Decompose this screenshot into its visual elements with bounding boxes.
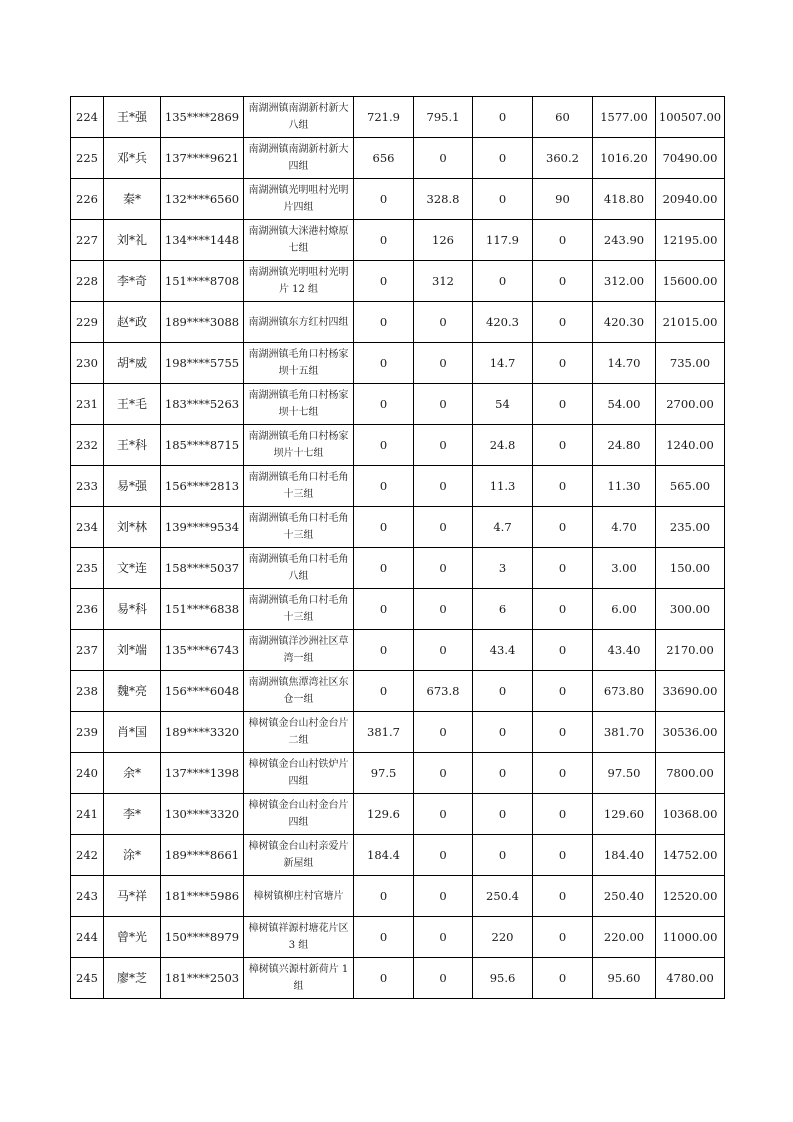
total-cell: 1577.00 xyxy=(593,97,656,138)
value-col-1-cell: 0 xyxy=(354,220,414,261)
address-cell: 樟树镇金台山村金台片二组 xyxy=(244,712,354,753)
row-number-cell: 226 xyxy=(71,179,104,220)
amount-cell: 7800.00 xyxy=(656,753,725,794)
row-number-cell: 227 xyxy=(71,220,104,261)
name-cell: 余* xyxy=(104,753,161,794)
address-cell: 南湖洲镇南湖新村新大四组 xyxy=(244,138,354,179)
value-col-4-cell: 0 xyxy=(533,220,593,261)
address-cell: 樟树镇祥源村塘花片区 3 组 xyxy=(244,917,354,958)
phone-cell: 189****8661 xyxy=(161,835,244,876)
value-col-2-cell: 0 xyxy=(414,958,473,999)
table-row xyxy=(71,97,725,138)
value-col-4-cell: 60 xyxy=(533,97,593,138)
total-cell: 24.80 xyxy=(593,425,656,466)
table-row xyxy=(71,548,725,589)
name-cell: 王*毛 xyxy=(104,384,161,425)
phone-cell: 185****8715 xyxy=(161,425,244,466)
table-row xyxy=(71,302,725,343)
value-col-3-cell: 11.3 xyxy=(473,466,533,507)
value-col-1-cell: 0 xyxy=(354,548,414,589)
value-col-3-cell: 0 xyxy=(473,138,533,179)
name-cell: 邓*兵 xyxy=(104,138,161,179)
value-col-2-cell: 0 xyxy=(414,753,473,794)
name-cell: 李* xyxy=(104,794,161,835)
value-col-2-cell: 0 xyxy=(414,343,473,384)
address-cell: 南湖洲镇南湖新村新大八组 xyxy=(244,97,354,138)
total-cell: 43.40 xyxy=(593,630,656,671)
address-cell: 南湖洲镇毛角口村杨家坝十七组 xyxy=(244,384,354,425)
amount-cell: 735.00 xyxy=(656,343,725,384)
table-row xyxy=(71,343,725,384)
phone-cell: 135****2869 xyxy=(161,97,244,138)
value-col-3-cell: 220 xyxy=(473,917,533,958)
total-cell: 1016.20 xyxy=(593,138,656,179)
name-cell: 李*奇 xyxy=(104,261,161,302)
value-col-2-cell: 312 xyxy=(414,261,473,302)
value-col-1-cell: 0 xyxy=(354,343,414,384)
value-col-1-cell: 129.6 xyxy=(354,794,414,835)
table-row xyxy=(71,384,725,425)
amount-cell: 1240.00 xyxy=(656,425,725,466)
phone-cell: 189****3320 xyxy=(161,712,244,753)
value-col-2-cell: 0 xyxy=(414,876,473,917)
name-cell: 马*祥 xyxy=(104,876,161,917)
name-cell: 廖*芝 xyxy=(104,958,161,999)
value-col-3-cell: 0 xyxy=(473,753,533,794)
value-col-1-cell: 0 xyxy=(354,876,414,917)
amount-cell: 15600.00 xyxy=(656,261,725,302)
amount-cell: 21015.00 xyxy=(656,302,725,343)
phone-cell: 181****5986 xyxy=(161,876,244,917)
table-row xyxy=(71,958,725,999)
value-col-2-cell: 0 xyxy=(414,835,473,876)
table-row xyxy=(71,507,725,548)
value-col-2-cell: 126 xyxy=(414,220,473,261)
value-col-2-cell: 0 xyxy=(414,507,473,548)
value-col-1-cell: 97.5 xyxy=(354,753,414,794)
row-number-cell: 229 xyxy=(71,302,104,343)
address-cell: 南湖洲镇焦潭湾社区东仓一组 xyxy=(244,671,354,712)
value-col-1-cell: 381.7 xyxy=(354,712,414,753)
total-cell: 11.30 xyxy=(593,466,656,507)
amount-cell: 10368.00 xyxy=(656,794,725,835)
total-cell: 129.60 xyxy=(593,794,656,835)
row-number-cell: 238 xyxy=(71,671,104,712)
value-col-3-cell: 4.7 xyxy=(473,507,533,548)
amount-cell: 70490.00 xyxy=(656,138,725,179)
value-col-2-cell: 328.8 xyxy=(414,179,473,220)
address-cell: 樟树镇兴源村新荷片 1 组 xyxy=(244,958,354,999)
value-col-4-cell: 0 xyxy=(533,876,593,917)
name-cell: 易*强 xyxy=(104,466,161,507)
address-cell: 南湖洲镇毛角口村毛角十三组 xyxy=(244,589,354,630)
value-col-1-cell: 0 xyxy=(354,507,414,548)
table-row xyxy=(71,753,725,794)
table-row xyxy=(71,261,725,302)
phone-cell: 181****2503 xyxy=(161,958,244,999)
value-col-1-cell: 0 xyxy=(354,425,414,466)
value-col-1-cell: 0 xyxy=(354,302,414,343)
table-row xyxy=(71,630,725,671)
phone-cell: 151****8708 xyxy=(161,261,244,302)
address-cell: 南湖洲镇毛角口村毛角十三组 xyxy=(244,466,354,507)
phone-cell: 156****2813 xyxy=(161,466,244,507)
name-cell: 易*科 xyxy=(104,589,161,630)
name-cell: 刘*端 xyxy=(104,630,161,671)
name-cell: 王*强 xyxy=(104,97,161,138)
document-page xyxy=(70,96,724,999)
value-col-4-cell: 0 xyxy=(533,548,593,589)
name-cell: 魏*亮 xyxy=(104,671,161,712)
value-col-3-cell: 420.3 xyxy=(473,302,533,343)
value-col-2-cell: 0 xyxy=(414,712,473,753)
value-col-1-cell: 721.9 xyxy=(354,97,414,138)
amount-cell: 12520.00 xyxy=(656,876,725,917)
address-cell: 南湖洲镇毛角口村杨家坝片十七组 xyxy=(244,425,354,466)
value-col-1-cell: 0 xyxy=(354,958,414,999)
value-col-2-cell: 673.8 xyxy=(414,671,473,712)
value-col-3-cell: 250.4 xyxy=(473,876,533,917)
row-number-cell: 243 xyxy=(71,876,104,917)
total-cell: 3.00 xyxy=(593,548,656,589)
table-row xyxy=(71,425,725,466)
value-col-4-cell: 0 xyxy=(533,466,593,507)
phone-cell: 139****9534 xyxy=(161,507,244,548)
value-col-4-cell: 0 xyxy=(533,835,593,876)
phone-cell: 156****6048 xyxy=(161,671,244,712)
amount-cell: 150.00 xyxy=(656,548,725,589)
row-number-cell: 237 xyxy=(71,630,104,671)
address-cell: 樟树镇金台山村亲爱片新屋组 xyxy=(244,835,354,876)
phone-cell: 135****6743 xyxy=(161,630,244,671)
total-cell: 4.70 xyxy=(593,507,656,548)
value-col-4-cell: 0 xyxy=(533,917,593,958)
value-col-1-cell: 656 xyxy=(354,138,414,179)
value-col-2-cell: 795.1 xyxy=(414,97,473,138)
total-cell: 6.00 xyxy=(593,589,656,630)
value-col-1-cell: 0 xyxy=(354,630,414,671)
amount-cell: 30536.00 xyxy=(656,712,725,753)
row-number-cell: 245 xyxy=(71,958,104,999)
address-cell: 樟树镇金台山村铁炉片四组 xyxy=(244,753,354,794)
row-number-cell: 241 xyxy=(71,794,104,835)
value-col-3-cell: 117.9 xyxy=(473,220,533,261)
table-body xyxy=(71,97,725,999)
value-col-2-cell: 0 xyxy=(414,630,473,671)
value-col-1-cell: 0 xyxy=(354,261,414,302)
total-cell: 420.30 xyxy=(593,302,656,343)
value-col-2-cell: 0 xyxy=(414,138,473,179)
phone-cell: 130****3320 xyxy=(161,794,244,835)
address-cell: 南湖洲镇毛角口村杨家坝十五组 xyxy=(244,343,354,384)
value-col-2-cell: 0 xyxy=(414,794,473,835)
amount-cell: 11000.00 xyxy=(656,917,725,958)
table-row xyxy=(71,876,725,917)
name-cell: 刘*礼 xyxy=(104,220,161,261)
value-col-3-cell: 0 xyxy=(473,179,533,220)
total-cell: 97.50 xyxy=(593,753,656,794)
value-col-4-cell: 0 xyxy=(533,671,593,712)
address-cell: 樟树镇柳庄村官塘片 xyxy=(244,876,354,917)
amount-cell: 100507.00 xyxy=(656,97,725,138)
total-cell: 250.40 xyxy=(593,876,656,917)
value-col-3-cell: 6 xyxy=(473,589,533,630)
value-col-3-cell: 95.6 xyxy=(473,958,533,999)
value-col-4-cell: 0 xyxy=(533,630,593,671)
row-number-cell: 231 xyxy=(71,384,104,425)
address-cell: 南湖洲镇光明咀村光明片 12 组 xyxy=(244,261,354,302)
subsidy-table xyxy=(70,96,725,999)
address-cell: 南湖洲镇光明咀村光明片四组 xyxy=(244,179,354,220)
address-cell: 南湖洲镇东方红村四组 xyxy=(244,302,354,343)
total-cell: 243.90 xyxy=(593,220,656,261)
amount-cell: 2170.00 xyxy=(656,630,725,671)
name-cell: 刘*林 xyxy=(104,507,161,548)
row-number-cell: 233 xyxy=(71,466,104,507)
table-row xyxy=(71,220,725,261)
value-col-4-cell: 90 xyxy=(533,179,593,220)
amount-cell: 565.00 xyxy=(656,466,725,507)
value-col-3-cell: 54 xyxy=(473,384,533,425)
value-col-3-cell: 0 xyxy=(473,261,533,302)
total-cell: 95.60 xyxy=(593,958,656,999)
value-col-3-cell: 0 xyxy=(473,794,533,835)
row-number-cell: 235 xyxy=(71,548,104,589)
value-col-4-cell: 360.2 xyxy=(533,138,593,179)
name-cell: 王*科 xyxy=(104,425,161,466)
value-col-4-cell: 0 xyxy=(533,794,593,835)
phone-cell: 151****6838 xyxy=(161,589,244,630)
value-col-2-cell: 0 xyxy=(414,917,473,958)
value-col-2-cell: 0 xyxy=(414,384,473,425)
phone-cell: 134****1448 xyxy=(161,220,244,261)
amount-cell: 20940.00 xyxy=(656,179,725,220)
name-cell: 涂* xyxy=(104,835,161,876)
value-col-4-cell: 0 xyxy=(533,343,593,384)
value-col-1-cell: 0 xyxy=(354,179,414,220)
value-col-2-cell: 0 xyxy=(414,589,473,630)
amount-cell: 2700.00 xyxy=(656,384,725,425)
table-row xyxy=(71,589,725,630)
table-row xyxy=(71,835,725,876)
value-col-4-cell: 0 xyxy=(533,507,593,548)
table-row xyxy=(71,712,725,753)
value-col-4-cell: 0 xyxy=(533,589,593,630)
value-col-4-cell: 0 xyxy=(533,753,593,794)
value-col-3-cell: 0 xyxy=(473,97,533,138)
amount-cell: 14752.00 xyxy=(656,835,725,876)
total-cell: 381.70 xyxy=(593,712,656,753)
name-cell: 文*连 xyxy=(104,548,161,589)
value-col-3-cell: 3 xyxy=(473,548,533,589)
name-cell: 曾*光 xyxy=(104,917,161,958)
table-row xyxy=(71,917,725,958)
value-col-1-cell: 0 xyxy=(354,917,414,958)
row-number-cell: 239 xyxy=(71,712,104,753)
value-col-1-cell: 0 xyxy=(354,466,414,507)
phone-cell: 183****5263 xyxy=(161,384,244,425)
phone-cell: 198****5755 xyxy=(161,343,244,384)
row-number-cell: 244 xyxy=(71,917,104,958)
amount-cell: 12195.00 xyxy=(656,220,725,261)
value-col-2-cell: 0 xyxy=(414,302,473,343)
value-col-3-cell: 0 xyxy=(473,835,533,876)
row-number-cell: 234 xyxy=(71,507,104,548)
amount-cell: 300.00 xyxy=(656,589,725,630)
total-cell: 312.00 xyxy=(593,261,656,302)
value-col-4-cell: 0 xyxy=(533,425,593,466)
table-row xyxy=(71,138,725,179)
phone-cell: 158****5037 xyxy=(161,548,244,589)
table-row xyxy=(71,466,725,507)
value-col-2-cell: 0 xyxy=(414,425,473,466)
row-number-cell: 228 xyxy=(71,261,104,302)
address-cell: 南湖洲镇毛角口村毛角八组 xyxy=(244,548,354,589)
value-col-4-cell: 0 xyxy=(533,384,593,425)
value-col-4-cell: 0 xyxy=(533,302,593,343)
value-col-2-cell: 0 xyxy=(414,548,473,589)
phone-cell: 137****9621 xyxy=(161,138,244,179)
value-col-1-cell: 0 xyxy=(354,589,414,630)
row-number-cell: 232 xyxy=(71,425,104,466)
total-cell: 14.70 xyxy=(593,343,656,384)
total-cell: 54.00 xyxy=(593,384,656,425)
phone-cell: 132****6560 xyxy=(161,179,244,220)
value-col-4-cell: 0 xyxy=(533,712,593,753)
phone-cell: 189****3088 xyxy=(161,302,244,343)
amount-cell: 33690.00 xyxy=(656,671,725,712)
total-cell: 184.40 xyxy=(593,835,656,876)
total-cell: 220.00 xyxy=(593,917,656,958)
phone-cell: 137****1398 xyxy=(161,753,244,794)
address-cell: 南湖洲镇洋沙洲社区草湾一组 xyxy=(244,630,354,671)
row-number-cell: 225 xyxy=(71,138,104,179)
amount-cell: 4780.00 xyxy=(656,958,725,999)
table-row xyxy=(71,671,725,712)
total-cell: 418.80 xyxy=(593,179,656,220)
table-row xyxy=(71,794,725,835)
table-row xyxy=(71,179,725,220)
row-number-cell: 236 xyxy=(71,589,104,630)
name-cell: 秦* xyxy=(104,179,161,220)
phone-cell: 150****8979 xyxy=(161,917,244,958)
value-col-3-cell: 14.7 xyxy=(473,343,533,384)
name-cell: 胡*威 xyxy=(104,343,161,384)
value-col-2-cell: 0 xyxy=(414,466,473,507)
amount-cell: 235.00 xyxy=(656,507,725,548)
name-cell: 肖*国 xyxy=(104,712,161,753)
value-col-3-cell: 43.4 xyxy=(473,630,533,671)
row-number-cell: 230 xyxy=(71,343,104,384)
name-cell: 赵*政 xyxy=(104,302,161,343)
value-col-4-cell: 0 xyxy=(533,261,593,302)
value-col-3-cell: 0 xyxy=(473,712,533,753)
value-col-1-cell: 0 xyxy=(354,384,414,425)
value-col-3-cell: 24.8 xyxy=(473,425,533,466)
value-col-1-cell: 0 xyxy=(354,671,414,712)
value-col-3-cell: 0 xyxy=(473,671,533,712)
address-cell: 南湖洲镇大洣港村燎原七组 xyxy=(244,220,354,261)
value-col-4-cell: 0 xyxy=(533,958,593,999)
row-number-cell: 224 xyxy=(71,97,104,138)
row-number-cell: 242 xyxy=(71,835,104,876)
address-cell: 南湖洲镇毛角口村毛角十三组 xyxy=(244,507,354,548)
row-number-cell: 240 xyxy=(71,753,104,794)
total-cell: 673.80 xyxy=(593,671,656,712)
value-col-1-cell: 184.4 xyxy=(354,835,414,876)
address-cell: 樟树镇金台山村金台片四组 xyxy=(244,794,354,835)
